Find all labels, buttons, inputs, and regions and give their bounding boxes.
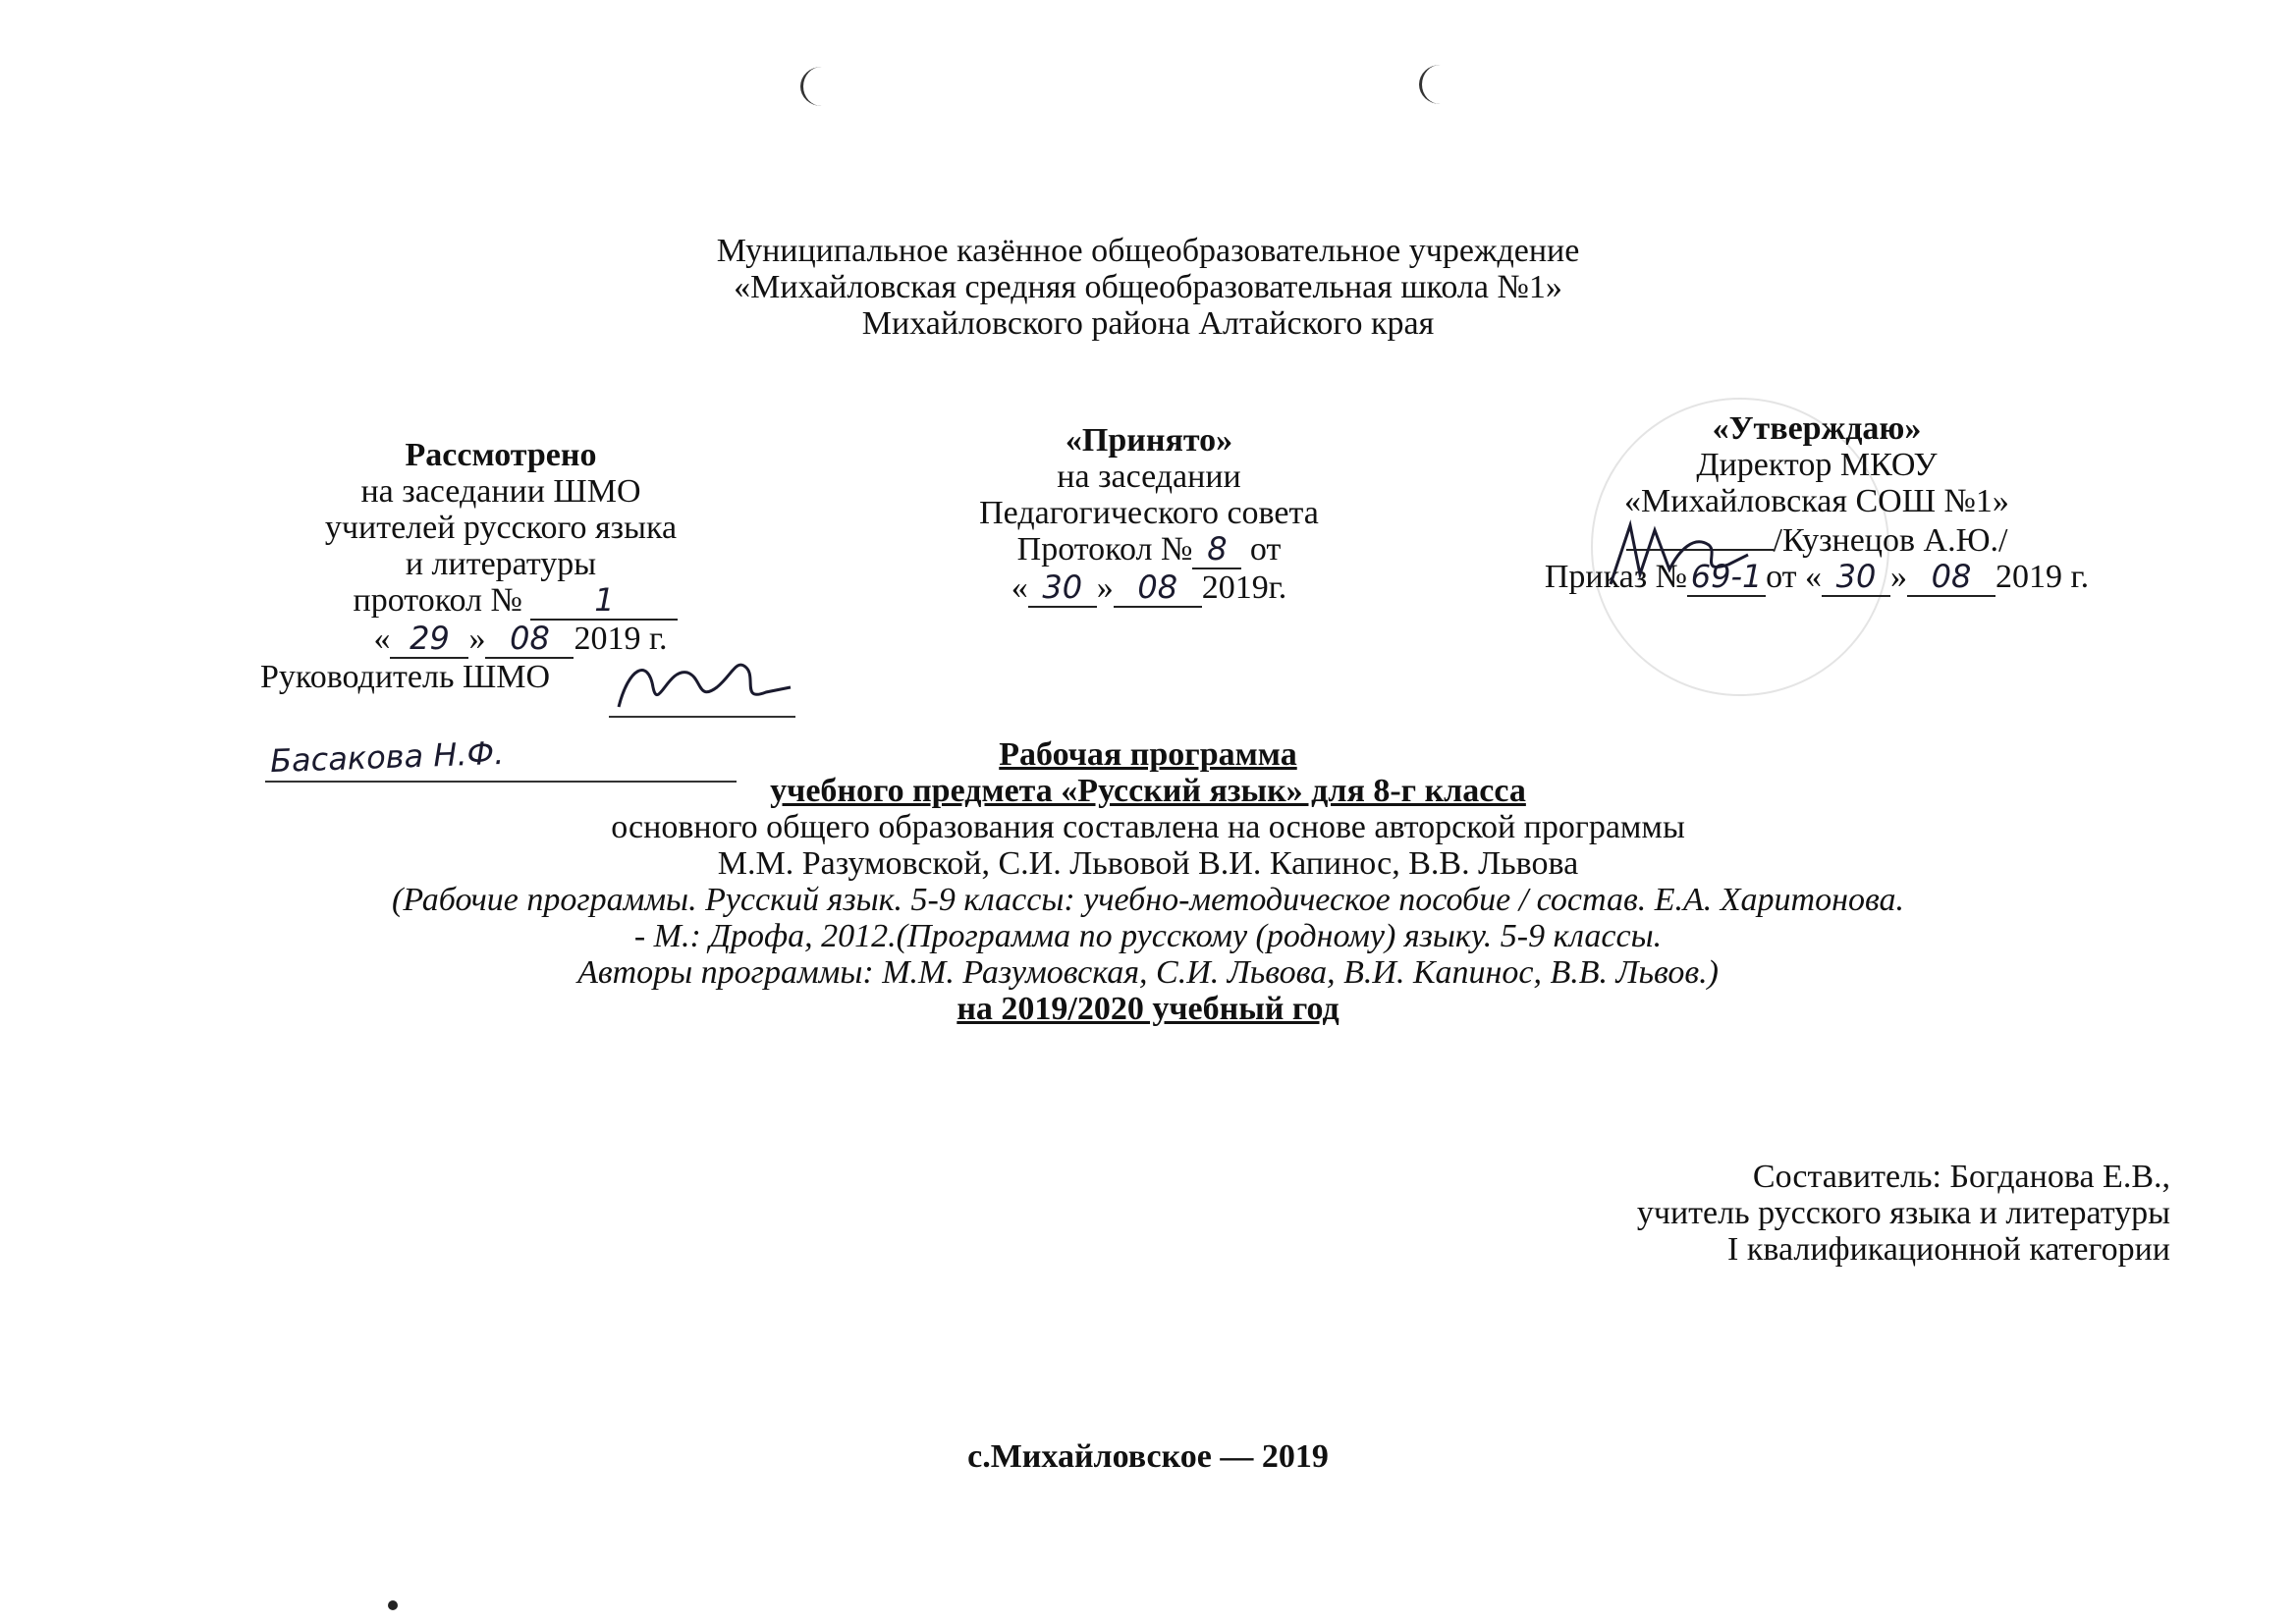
approved-line-1: Директор МКОУ	[1696, 447, 1938, 483]
accepted-date-mid: »	[1096, 569, 1114, 606]
program-line-1: основного общего образования составлена на основе авторской программы	[611, 809, 1685, 845]
author-block	[1375, 1159, 2170, 1268]
order-number: 69-1	[1690, 558, 1763, 595]
director-signature	[1601, 515, 1758, 594]
header-line-2: «Михайловская средняя общеобразовательная школа №1»	[734, 269, 1562, 305]
scan-mark-left	[800, 67, 843, 106]
date-day: 29	[410, 620, 450, 657]
accepted-date	[854, 569, 1444, 608]
accepted-date-year: 2019г.	[1201, 569, 1287, 606]
scan-dot	[388, 1600, 398, 1610]
scan-mark-right	[1419, 65, 1461, 104]
institution-header	[362, 233, 1934, 342]
order-date-mid: »	[1890, 559, 1907, 595]
protocol-number: 1	[594, 581, 615, 619]
accepted-block	[854, 422, 1444, 608]
date-open: «	[373, 621, 391, 657]
order-year: 2019 г.	[1995, 559, 2090, 595]
place-year: с.Михайловское — 2019	[967, 1438, 1329, 1475]
reviewed-line-2: учителей русского языка	[324, 510, 678, 546]
program-line-2: М.М. Разумовской, С.И. Львовой В.И. Капинос, В.В. Львова	[717, 845, 1579, 882]
reviewed-line-3: и литературы	[405, 546, 597, 582]
order-day: 30	[1835, 558, 1877, 595]
reviewed-title: Рассмотрено	[405, 437, 597, 473]
accepted-date-month: 08	[1137, 568, 1178, 606]
header-line-3: Михайловского района Алтайского края	[861, 305, 1435, 342]
author-category: I квалификационной категории	[1727, 1231, 2170, 1268]
date-mid: »	[468, 621, 486, 657]
approved-title: «Утверждаю»	[1712, 410, 1922, 447]
accepted-line-1: на заседании	[1057, 459, 1241, 495]
program-block	[166, 733, 2130, 1027]
leader-label: Руководитель ШМО	[260, 659, 551, 695]
accepted-protocol-label: Протокол №	[1016, 531, 1193, 568]
director-name: /Кузнецов А.Ю./	[1773, 522, 2008, 559]
accepted-line-2: Педагогического совета	[979, 495, 1319, 531]
leader-name: Басакова Н.Ф.	[269, 733, 505, 781]
date-year: 2019 г.	[574, 621, 668, 657]
order-label: Приказ №	[1544, 559, 1688, 595]
leader-signature	[609, 648, 795, 727]
order-mid: от «	[1766, 559, 1822, 595]
program-italic-1: (Рабочие программы. Русский язык. 5-9 классы: учебно-методическое пособие / состав. Е.А. Харитонова.	[392, 882, 1904, 918]
program-italic-2: - М.: Дрофа, 2012.(Программа по русскому (родному) языку. 5-9 классы.	[633, 918, 1663, 954]
accepted-title: «Принято»	[1065, 422, 1233, 459]
date-month: 08	[510, 620, 550, 657]
accepted-date-open: «	[1011, 569, 1028, 606]
order-month: 08	[1931, 558, 1972, 595]
header-line-1: Муниципальное казённое общеобразовательное учреждение	[716, 233, 1580, 269]
program-subtitle: учебного предмета «Русский язык» для 8-г класса	[770, 773, 1526, 809]
program-italic-3: Авторы программы: М.М. Разумовская, С.И. Львова, В.И. Капинос, В.В. Львов.)	[577, 954, 1719, 991]
protocol-label: протокол №	[353, 582, 531, 619]
accepted-protocol	[854, 531, 1444, 569]
reviewed-line-1: на заседании ШМО	[360, 473, 641, 510]
author-position: учитель русского языка и литературы	[1636, 1195, 2170, 1231]
accepted-protocol-number: 8	[1207, 530, 1228, 568]
accepted-date-day: 30	[1042, 568, 1083, 606]
program-title: Рабочая программа	[999, 736, 1297, 773]
author-name: Составитель: Богданова Е.В.,	[1752, 1159, 2170, 1195]
accepted-protocol-suffix: от	[1241, 531, 1282, 568]
program-year: на 2019/2020 учебный год	[957, 991, 1339, 1027]
approved-line-2: «Михайловская СОШ №1»	[1624, 483, 2009, 519]
reviewed-protocol	[206, 582, 795, 621]
